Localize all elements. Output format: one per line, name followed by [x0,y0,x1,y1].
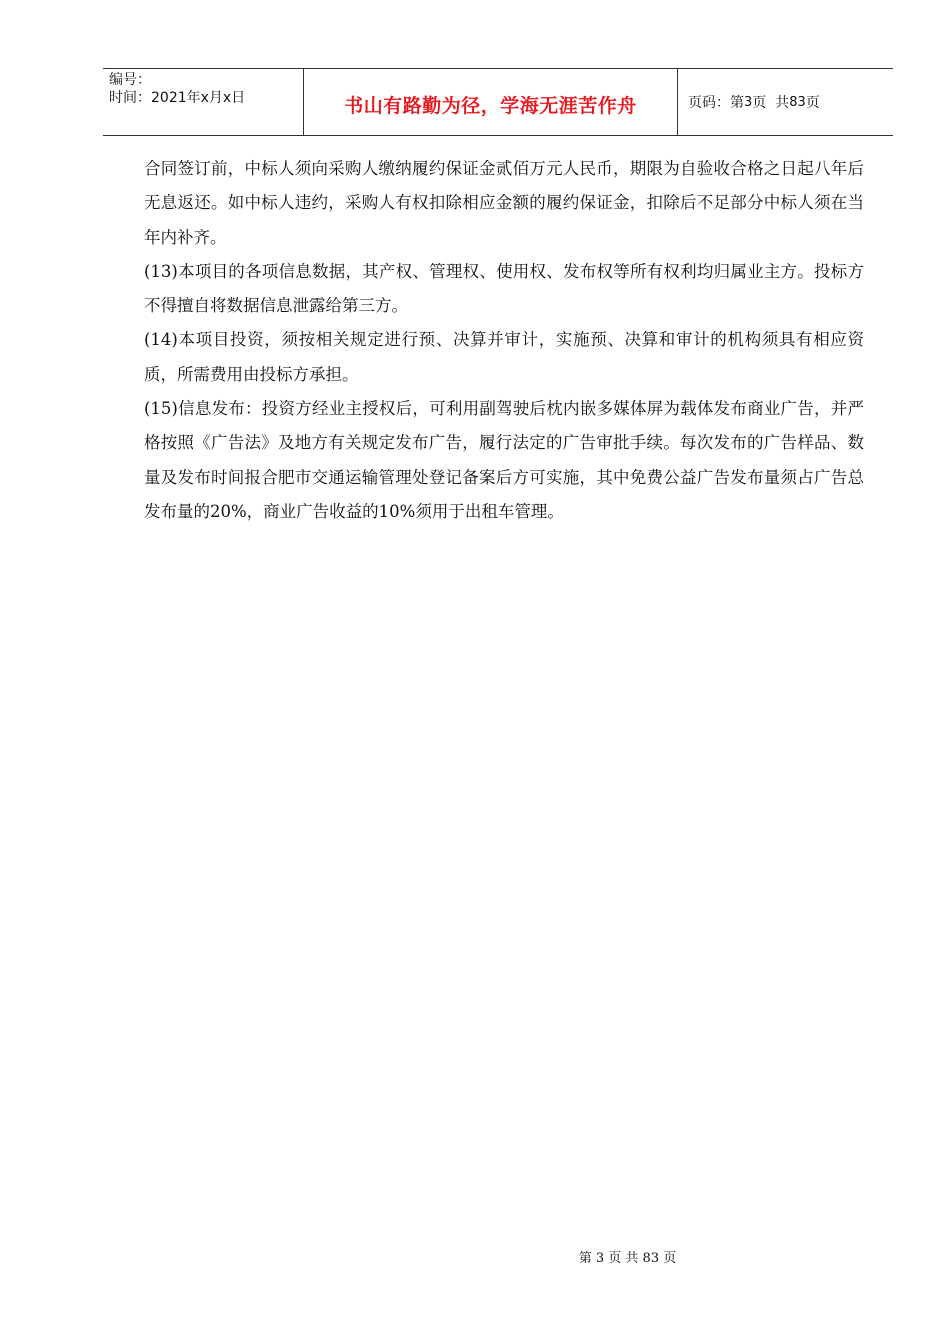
paragraph-item-15: (15)信息发布：投资方经业主授权后，可利用副驾驶后枕内嵌多媒体屏为载体发布商业广告，并严格按照《广告法》及地方有关规定发布广告，履行法定的广告审批手续。每次发布的广告样品、数量及发布时间报合肥市交通运输管理处登记备案后方可实施，其中免费公益广告发布量须占广告总发布量的20%，商业广告收益的10%须用于出租车管理。 [144,399,864,521]
page-header [103,68,893,136]
header-motto: 书山有路勤为径，学海无涯苦作舟 [344,94,637,117]
page-middle: 页 共 [752,95,790,111]
page-prefix: 页码：第 [688,95,744,111]
page-suffix: 页 [805,95,820,111]
document-number-label: 编号： [109,72,151,88]
paragraph-performance-bond: 合同签订前，中标人须向采购人缴纳履约保证金贰佰万元人民币，期限为自验收合格之日起八年后无息返还。如中标人违约，采购人有权扣除相应金额的履约保证金，扣除后不足部分中标人须在当年内补齐。 [144,159,864,247]
header-page-cell [678,69,893,135]
header-meta-cell [103,69,304,135]
document-date-label: 时间：2021年x月x日 [109,90,246,106]
page-total: 83 [789,94,806,110]
paragraph-item-14: (14)本项目投资，须按相关规定进行预、决算并审计，实施预、决算和审计的机构须具有相应资质，所需费用由投标方承担。 [144,330,864,384]
header-motto-cell [304,69,678,135]
document-body [144,152,864,529]
page-footer: 第 3 页 共 83 页 [578,1251,677,1266]
page-current: 3 [744,94,753,110]
paragraph-item-13: (13)本项目的各项信息数据，其产权、管理权、使用权、发布权等所有权利均归属业主方。投标方不得擅自将数据信息泄露给第三方。 [144,261,864,316]
